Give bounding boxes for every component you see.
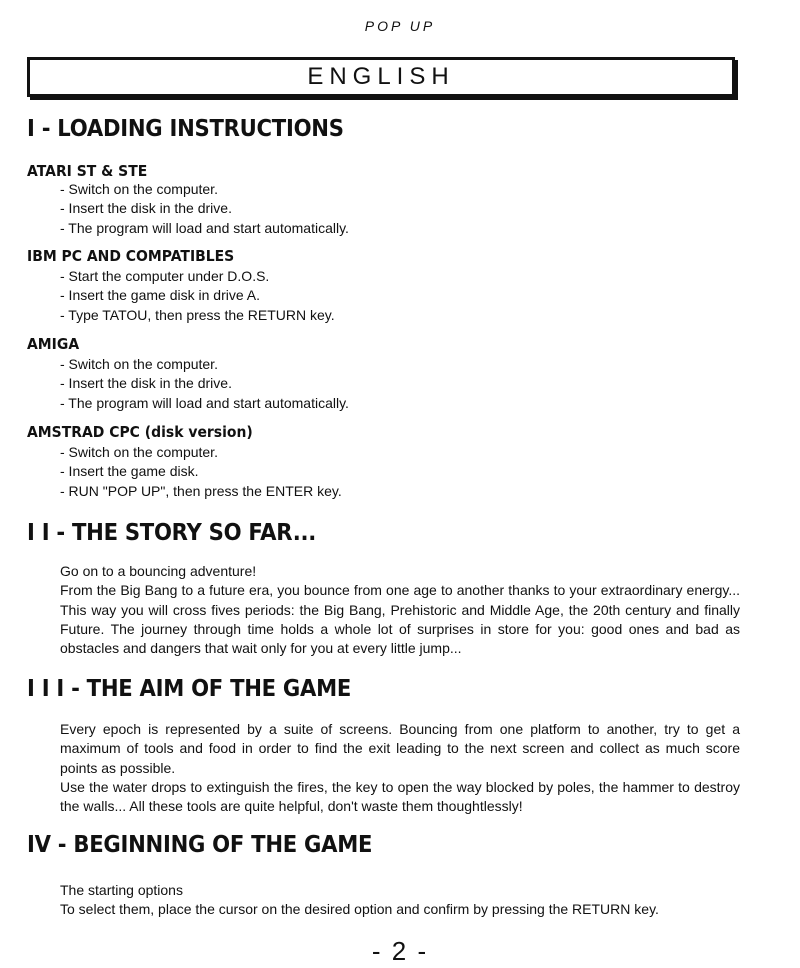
section-title-aim: I I I - THE AIM OF THE GAME (27, 676, 352, 702)
list-item: - Switch on the computer. (60, 181, 218, 197)
platform-heading-atari: ATARI ST & STE (27, 162, 148, 180)
list-item: - Switch on the computer. (60, 356, 218, 372)
paragraph: Every epoch is represented by a suite of screens. Bouncing from one platform to another, try to get a maximum of tools and food in order to find the exit leading to the next screen and collect as much score points as possible. (60, 721, 740, 776)
section-title-story: I I - THE STORY SO FAR... (27, 520, 316, 546)
paragraph: To select them, place the cursor on the desired option and confirm by pressing the RETURN key. (60, 901, 659, 918)
section-title-beginning: IV - BEGINNING OF THE GAME (27, 832, 373, 858)
platform-steps-amiga (60, 355, 349, 413)
list-item: - The program will load and start automatically. (60, 394, 349, 411)
page-number: - 2 - (371, 936, 429, 966)
list-item: - Insert the game disk. (60, 463, 199, 480)
platform-steps-ibm-pc (60, 267, 335, 325)
paragraph: Use the water drops to extinguish the fires, the key to open the way blocked by poles, the hammer to destroy the walls... All these tools are quite helpful, don't waste them thoughtlessly! (60, 778, 740, 815)
list-item: - The program will load and start automatically. (60, 219, 349, 236)
list-item: - Insert the game disk in drive A. (60, 287, 260, 304)
list-item: - Switch on the computer. (60, 444, 218, 460)
list-item: - Insert the disk in the drive. (60, 200, 232, 217)
platform-steps-amstrad (60, 443, 342, 501)
language-title: ENGLISH (307, 63, 455, 90)
aim-text (60, 720, 740, 816)
paragraph: Go on to a bouncing adventure! (60, 563, 257, 579)
section-title-loading: I - LOADING INSTRUCTIONS (27, 116, 344, 142)
list-item: - Start the computer under D.O.S. (60, 268, 270, 284)
paragraph: From the Big Bang to a future era, you bounce from one age to another thanks to your extraordinary energy... This way you will cross fives periods: the Big Bang, Prehistoric and Middle Age, the 20th century and finally Future. The journey through time holds a whole lot of surprises in store for you: good ones and bad as obstacles and dangers that wait only for you at every little jump... (60, 582, 740, 657)
platform-heading-amstrad: AMSTRAD CPC (disk version) (27, 423, 253, 441)
paragraph: The starting options (60, 882, 183, 898)
story-text (60, 562, 740, 658)
list-item: - Insert the disk in the drive. (60, 375, 232, 392)
platform-heading-ibm-pc: IBM PC AND COMPATIBLES (27, 247, 235, 265)
beginning-text (60, 881, 740, 920)
list-item: - RUN "POP UP", then press the ENTER key. (60, 482, 342, 499)
platform-steps-atari (60, 180, 349, 238)
list-item: - Type TATOU, then press the RETURN key. (60, 306, 335, 323)
page-header: POP UP (364, 18, 436, 34)
platform-heading-amiga: AMIGA (27, 335, 80, 353)
